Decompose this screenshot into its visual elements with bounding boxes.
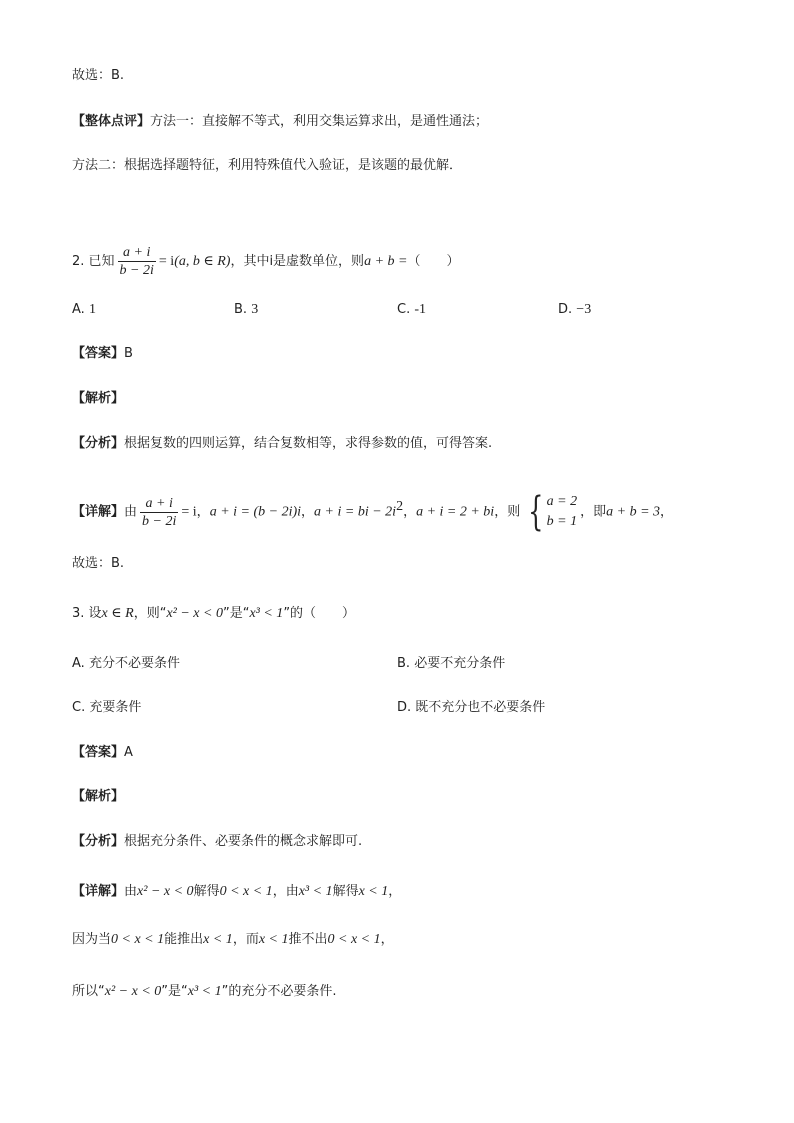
option-label: D. <box>558 302 573 317</box>
q3-option-c <box>72 698 141 718</box>
detail-text: 解得 <box>193 884 220 899</box>
q3-detail-line3 <box>72 982 337 1002</box>
q2-detail-line: 【详解】由 $\frac{a + i}{b - 2i}$ = i，a + i = (b − 2i)i，a + i = bi − $2i^2$，a + i = 2 + bi，则 { a = 2 b = 1 ，即a + b = 3， <box>72 489 674 535</box>
answer-value: B <box>124 346 133 361</box>
q2-stem <box>72 244 459 279</box>
detail-text: 能推出 <box>164 932 204 947</box>
q2-option-c <box>397 300 426 320</box>
detail-math: 0 < x < 1 <box>219 884 273 899</box>
q3-x-in-r: x ∈ R <box>101 606 134 621</box>
fenxi-text: 根据复数的四则运算，结合复数相等，求得参数的值，可得答案. <box>124 436 493 451</box>
detail-you: 由 <box>124 504 138 520</box>
detail-text: ， <box>388 884 402 899</box>
detail-eq2: a + i = (b − 2i)i <box>209 504 302 520</box>
option-label: C. <box>397 302 411 317</box>
q3-stem <box>72 604 355 624</box>
q2-fraction <box>118 244 156 279</box>
q2-detail-fraction <box>140 495 178 530</box>
q2-number: 2. 已知 <box>72 254 115 269</box>
option-label: A. <box>72 656 85 671</box>
detail-text: ”的充分不必要条件. <box>221 984 337 999</box>
option-value: −3 <box>576 302 592 317</box>
fenxi-tag: 【分析】 <box>72 834 125 849</box>
answer-tag: 【答案】 <box>72 346 125 361</box>
detail-math: x < 1 <box>203 932 233 947</box>
detail-math: 0 < x < 1 <box>327 932 381 947</box>
q2-choice: 故选：B. <box>72 556 125 571</box>
q2-option-b <box>234 300 258 320</box>
q2-ask: a + b = <box>364 254 408 269</box>
q3-cond2: x³ < 1 <box>249 606 284 621</box>
option-value: 1 <box>88 302 96 317</box>
option-value: -1 <box>414 302 427 317</box>
detail-text: 因为当 <box>72 932 112 947</box>
q3-fenxi-line <box>72 832 362 852</box>
q2-paren: （ ） <box>407 254 460 269</box>
q2-stem-rest: ，其中i是虚数单位，则 <box>230 254 365 269</box>
option-value: 3 <box>251 302 259 317</box>
detail-math: x < 1 <box>258 932 289 947</box>
q3-detail-line2 <box>72 930 394 950</box>
fenxi-text: 根据充分条件、必要条件的概念求解即可. <box>124 834 363 849</box>
option-value: 充分不必要条件 <box>88 656 180 671</box>
detail-text: ， <box>380 932 394 947</box>
q3-cond1: x² − x < 0 <box>166 606 223 621</box>
review-text: 方法一：直接解不等式，利用交集运算求出，是通性通法； <box>150 114 489 129</box>
q2-frac-num: a + i <box>118 244 156 262</box>
method2-line: 方法二：根据选择题特征，利用特殊值代入验证，是该题的最优解． <box>72 158 463 173</box>
detail-eq4: a + i = 2 + bi <box>416 504 495 520</box>
option-value: 既不充分也不必要条件 <box>415 700 546 715</box>
sys-line-1: a = 2 <box>546 494 578 509</box>
q3-stem-mid1: ，则“ <box>133 606 167 621</box>
q2-eq: = i <box>158 254 175 269</box>
intro-answer-choice: 故选：B. <box>72 68 125 83</box>
detail-text: ，由 <box>272 884 299 899</box>
review-tag: 【整体点评】 <box>72 114 151 129</box>
analysis-tag: 【解析】 <box>72 789 125 804</box>
detail-text: 所以“ <box>72 984 105 999</box>
q2-system <box>523 489 578 535</box>
brace-icon: { <box>528 489 544 535</box>
q2-option-a <box>72 300 96 320</box>
detail-tag: 【详解】 <box>72 884 125 899</box>
q2-analysis-tag <box>72 389 124 409</box>
detail-text: ”是“ <box>161 984 188 999</box>
option-label: C. <box>72 700 86 715</box>
detail-math: x² − x < 0 <box>104 984 162 999</box>
detail-math: x² − x < 0 <box>137 884 194 899</box>
q2-frac-den: b − 2i <box>119 263 154 278</box>
q3-stem-pre: 3. 设 <box>72 606 102 621</box>
answer-tag: 【答案】 <box>72 745 125 760</box>
q3-analysis-tag <box>72 787 124 807</box>
detail-math: x < 1 <box>358 884 389 899</box>
q3-option-d <box>397 698 545 718</box>
detail-eq1: = i <box>181 504 197 520</box>
option-value: 充要条件 <box>89 700 142 715</box>
q3-detail-line1 <box>72 882 401 902</box>
option-label: A. <box>72 302 85 317</box>
q3-answer-line <box>72 743 133 763</box>
detail-text: 推不出 <box>288 932 328 947</box>
option-label: B. <box>234 302 248 317</box>
option-value: 必要不充分条件 <box>414 656 506 671</box>
detail-text: 解得 <box>332 884 359 899</box>
detail-math: x³ < 1 <box>298 884 333 899</box>
option-label: D. <box>397 700 412 715</box>
q3-stem-mid2: ”是“ <box>222 606 250 621</box>
detail-eq5: a + b = 3 <box>606 504 661 520</box>
q2-fenxi-line <box>72 434 492 454</box>
review-line <box>72 112 488 132</box>
answer-value: A <box>124 745 133 760</box>
detail-math: 0 < x < 1 <box>111 932 165 947</box>
detail-math: x³ < 1 <box>187 984 222 999</box>
q3-option-a <box>72 654 180 674</box>
detail-tag: 【详解】 <box>72 504 125 520</box>
fenxi-tag: 【分析】 <box>72 436 125 451</box>
q2-answer-line <box>72 344 133 364</box>
detail-text: ，而 <box>232 932 259 947</box>
detail-eq3: a + i = bi − 2i <box>314 504 397 520</box>
q2-option-d <box>558 300 591 320</box>
q2-cond: (a, b ∈ R) <box>174 254 231 269</box>
q3-option-b <box>397 654 505 674</box>
option-label: B. <box>397 656 411 671</box>
detail-ze: ，则 <box>494 504 521 520</box>
analysis-tag: 【解析】 <box>72 391 125 406</box>
detail-text: 由 <box>124 884 138 899</box>
sys-line-2: b = 1 <box>546 514 578 529</box>
detail-frac-num: a + i <box>140 495 178 513</box>
detail-ji: ，即 <box>580 504 607 520</box>
detail-frac-den: b − 2i <box>142 513 177 529</box>
q3-stem-end: ”的（ ） <box>283 606 356 621</box>
